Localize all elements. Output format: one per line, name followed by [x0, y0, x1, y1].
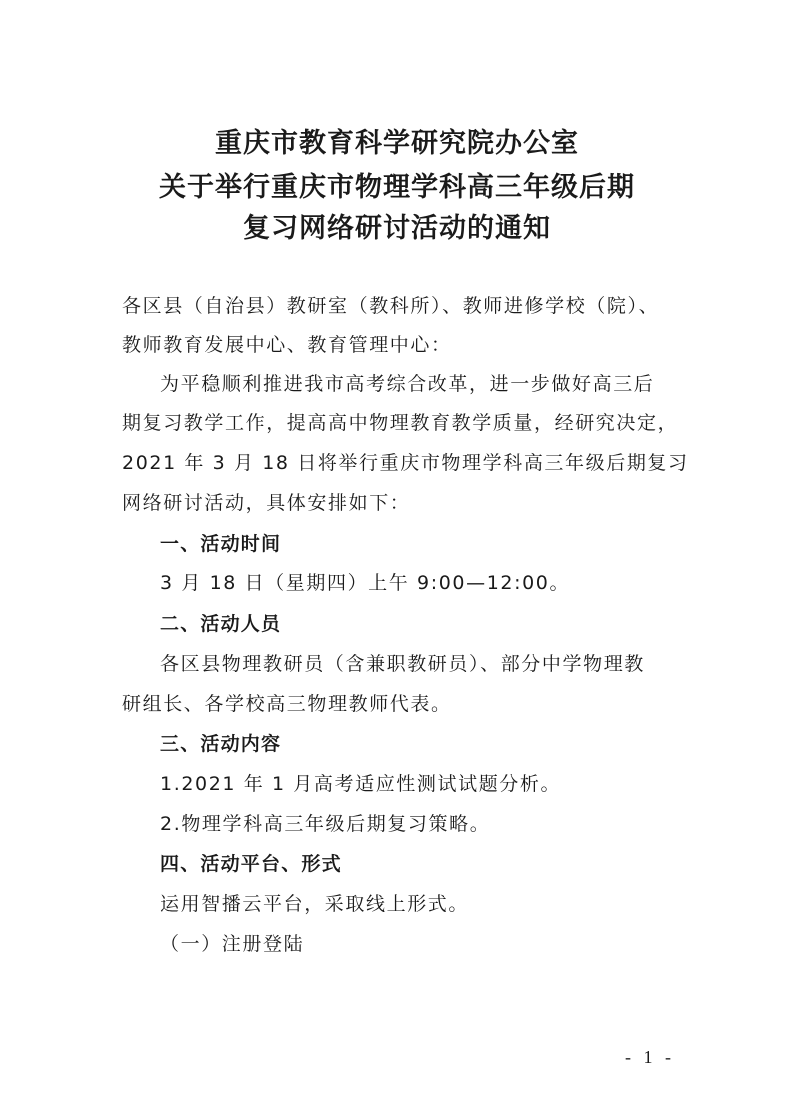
- section-4-heading: 四、活动平台、形式: [160, 853, 342, 875]
- intro-line-1: 为平稳顺利推进我市高考综合改革，进一步做好高三后: [160, 373, 655, 395]
- section-1-heading: 一、活动时间: [160, 533, 282, 555]
- section-3-item-2: 2.物理学科高三年级后期复习策略。: [160, 813, 491, 835]
- section-2-heading: 二、活动人员: [160, 613, 282, 635]
- section-3-item-1: 1.2021 年 1 月高考适应性测试试题分析。: [160, 773, 562, 795]
- addressee-line-1: 各区县（自治县）教研室（教科所）、教师进修学校（院）、: [122, 295, 660, 317]
- section-2-line-2: 研组长、各学校高三物理教师代表。: [122, 693, 452, 715]
- section-4-text: 运用智播云平台，采取线上形式。: [160, 893, 470, 915]
- section-3-heading: 三、活动内容: [160, 733, 282, 755]
- title-line-2: 关于举行重庆市物理学科高三年级后期: [159, 172, 635, 203]
- section-1-text: 3 月 18 日（星期四）上午 9:00—12:00。: [160, 572, 571, 594]
- title-line-3: 复习网络研讨活动的通知: [243, 213, 551, 244]
- title-line-1: 重庆市教育科学研究院办公室: [215, 128, 579, 159]
- intro-line-4: 网络研讨活动，具体安排如下：: [122, 492, 411, 514]
- page-number: - 1 -: [625, 1047, 675, 1067]
- intro-line-2: 期复习教学工作，提高高中物理教育教学质量，经研究决定，: [122, 412, 679, 434]
- intro-line-3: 2021 年 3 月 18 日将举行重庆市物理学科高三年级后期复习: [122, 452, 689, 474]
- section-4-subheading-1: （一）注册登陆: [160, 933, 305, 955]
- addressee-line-2: 教师教育发展中心、教育管理中心：: [122, 334, 452, 356]
- section-2-line-1: 各区县物理教研员（含兼职教研员）、部分中学物理教: [160, 653, 645, 675]
